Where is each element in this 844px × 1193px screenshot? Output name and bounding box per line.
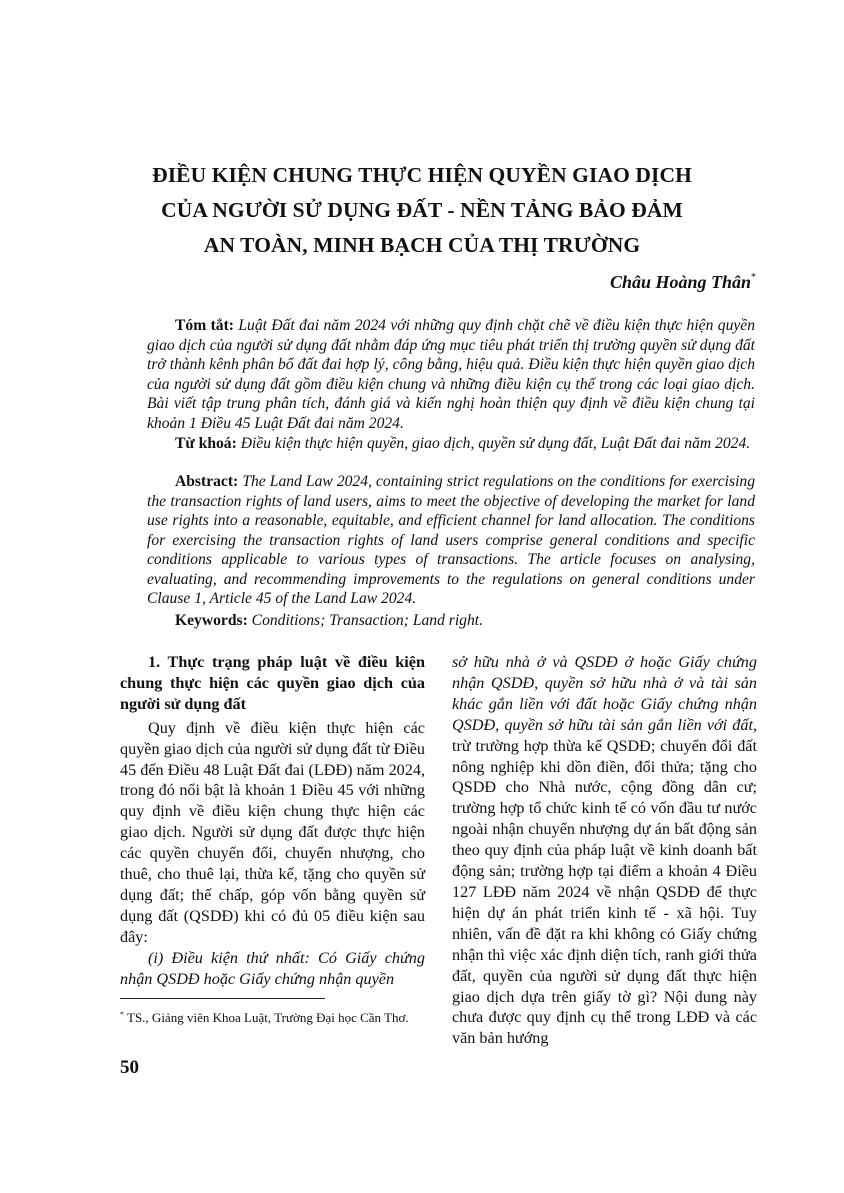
abstract-vi-text: Luật Đất đai năm 2024 với những quy định chặt chẽ về điều kiện thực hiện quyền giao dịch của người sử dụng đất nhằm đáp ứng mục tiêu phát triển thị trường quyền sử dụng đất trở thành kênh phân bổ đất đai hợp lý, công bằng, hiệu quả. Điều kiện thực hiện quyền giao dịch của người sử dụng đất gồm điều kiện chung và những điều kiện cụ thể trong các loại giao dịch. Bài viết tập trung phân tích, đánh giá và kiến nghị hoàn thiện quy định về điều kiện chung tại khoản 1 Điều 45 Luật Đất đai năm 2024. [147, 317, 755, 432]
author-footnote-mark: * [751, 272, 756, 283]
page-number: 50 [120, 1057, 139, 1078]
abstract-vi-label: Tóm tắt: [175, 317, 234, 334]
condition-one-body-text: trừ trường hợp thừa kế QSDĐ; chuyển đổi đất nông nghiệp khi dồn điền, đổi thửa; tặng cho QSDĐ cho Nhà nước, cộng đồng dân cư; trường hợp tổ chức kinh tế có vốn đầu tư nước ngoài nhận chuyển nhượng dự án bất động sản theo quy định của pháp luật về kinh doanh bất động sản; trường hợp tại điểm a khoản 4 Điều 127 LĐĐ năm 2024 về nhận QSDĐ để thực hiện dự án phát triển kinh tế - xã hội. Tuy nhiên, vấn đề đặt ra khi không có Giấy chứng nhận thì việc xác định diện tích, ranh giới thửa đất, quyền của người sử dụng đất thực hiện giao dịch dựa trên giấy tờ gì? Nội dung này chưa được quy định cụ thể trong LĐĐ và các văn bản hướng [452, 736, 757, 1048]
abstract-en-label: Abstract: [175, 473, 239, 490]
footnote-text: TS., Giảng viên Khoa Luật, Trường Đại học Cần Thơ. [127, 1010, 409, 1025]
section-heading: 1. Thực trạng pháp luật về điều kiện chung thực hiện các quyền giao dịch của người sử dụng đất [120, 653, 425, 713]
keywords-english [147, 611, 755, 631]
author-byline [610, 272, 756, 293]
abstract-vietnamese [147, 316, 755, 433]
keywords-en-label: Keywords: [175, 612, 248, 629]
keywords-vietnamese [147, 434, 755, 454]
condition-one-italic-text: sở hữu nhà ở và QSDĐ ở hoặc Giấy chứng nhận QSDĐ, quyền sở hữu nhà ở và tài sản khác gắn liền với đất hoặc Giấy chứng nhận QSDĐ, quyền sở hữu tài sản gắn liền với đất, [452, 653, 757, 734]
keywords-en-text: Conditions; Transaction; Land right. [251, 612, 484, 629]
condition-one-continued [452, 652, 757, 1049]
abstract-english [147, 472, 755, 609]
body-paragraph: Quy định về điều kiện thực hiện các quyền giao dịch của người sử dụng đất từ Điều 45 đến Điều 48 Luật Đất đai (LĐĐ) năm 2024, trong đó nổi bật là khoản 1 Điều 45 với những quy định về điều kiện chung thực hiện các giao dịch. Người sử dụng đất được thực hiện các quyền chuyển đổi, chuyển nhượng, cho thuê, cho thuê lại, thừa kế, tặng cho quyền sử dụng đất; thế chấp, góp vốn bằng quyền sử dụng đất (QSDĐ) khi có đủ 05 điều kiện sau đây: [120, 718, 425, 946]
footnote [120, 1006, 425, 1026]
body-column-right [452, 652, 757, 1049]
body-column-left [120, 652, 425, 990]
abstract-en-text: The Land Law 2024, containing strict regulations on the conditions for exercising the transaction rights of land users, aims to meet the objective of developing the market for land use rights into a reasonable, equitable, and efficient channel for land allocation. The conditions for exercising the transaction rights of land users comprise general conditions and specific conditions applicable to various types of transactions. The article focuses on analysing, evaluating, and recommending improvements to the regulations on general conditions under Clause 1, Article 45 of the Land Law 2024. [147, 473, 755, 607]
author-name: Châu Hoàng Thân [609, 272, 751, 292]
footnote-divider [120, 998, 325, 999]
condition-one-paragraph: (i) Điều kiện thứ nhất: Có Giấy chứng nhận QSDĐ hoặc Giấy chứng nhận quyền [120, 948, 425, 988]
article-title [120, 158, 724, 263]
title-line-3: AN TOÀN, MINH BẠCH CỦA THỊ TRƯỜNG [203, 233, 641, 257]
title-line-1: ĐIỀU KIỆN CHUNG THỰC HIỆN QUYỀN GIAO DỊCH [152, 163, 692, 187]
keywords-vi-text: Điều kiện thực hiện quyền, giao dịch, quyền sử dụng đất, Luật Đất đai năm 2024. [240, 435, 751, 452]
keywords-vi-label: Từ khoá: [175, 435, 237, 452]
title-line-2: CỦA NGƯỜI SỬ DỤNG ĐẤT - NỀN TẢNG BẢO ĐẢM [161, 198, 683, 222]
footnote-mark: * [120, 1010, 124, 1019]
